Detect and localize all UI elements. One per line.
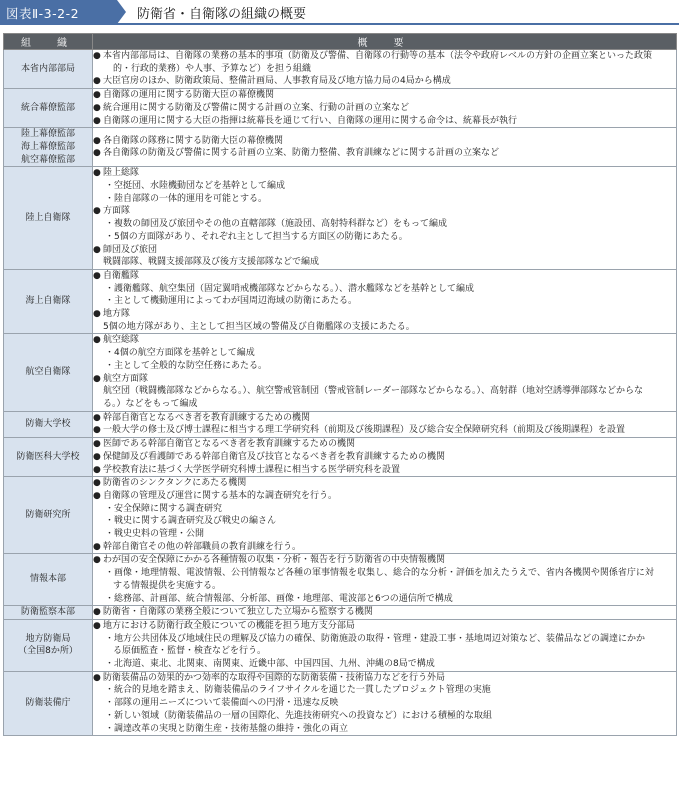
bullet-icon: ●	[93, 51, 101, 61]
line-text: 自衛隊の運用に関する防衛大臣の幕僚機関	[103, 90, 275, 101]
sub-item	[93, 231, 676, 244]
column-header-organization: 組 織	[4, 34, 93, 50]
sub-item	[93, 180, 676, 193]
line-text: ・地方公共団体及び地域住民の理解及び協力の確保、防衛施設の取得・管理・建設工事・基地周辺対策など、装備品などの調達にかか	[105, 633, 646, 644]
bullet-item	[93, 147, 676, 160]
detail-text	[93, 256, 676, 269]
summary-cell	[93, 334, 677, 411]
line-text: 保健師及び看護師である幹部自衛官及び技官となるべき者を教育訓練するための機関	[103, 451, 446, 462]
sub-item	[93, 684, 676, 697]
bullet-item	[93, 270, 676, 283]
sub-item	[93, 658, 676, 671]
header-underline	[0, 23, 679, 25]
continuation-text	[93, 63, 676, 76]
bullet-icon: ●	[93, 607, 101, 618]
bullet-icon: ●	[93, 206, 101, 217]
line-text: 防衛省・自衛隊の業務全般について独立した立場から監察する機関	[103, 607, 373, 618]
line-text: ・5個の方面隊があり、それぞれ主として担当する方面区の防衛にあたる。	[105, 231, 408, 242]
line-text: 幹部自衛官その他の幹部職員の教育訓練を行う。	[103, 541, 302, 552]
organization-name-cell	[4, 606, 93, 620]
bullet-item	[93, 373, 676, 386]
organization-name-cell	[4, 167, 93, 270]
summary-cell	[93, 269, 677, 334]
bullet-item	[93, 167, 676, 180]
table-header-row	[4, 34, 677, 50]
line-text: 師団及び旅団	[103, 244, 158, 255]
line-text: ・複数の師団及び旅団やその他の直轄部隊（施設団、高射特科群など）をもって編成	[105, 219, 448, 230]
bullet-item	[93, 438, 676, 451]
line-text: 各自衛隊の防衛及び警備に関する計画の立案、防衛力整備、教育訓練などに関する計画の立案など	[103, 148, 500, 159]
line-text: ・護衛艦隊、航空集団（固定翼哨戒機部隊などからなる。）、潜水艦隊などを基幹として編成	[105, 283, 475, 294]
table-row	[4, 269, 677, 334]
sub-item	[93, 593, 676, 606]
table-row	[4, 477, 677, 554]
organization-name: 統合幕僚監部	[20, 102, 75, 113]
organization-table	[3, 33, 677, 736]
line-text: ・空挺団、水陸機動団などを基幹として編成	[105, 181, 286, 192]
bullet-item	[93, 464, 676, 477]
line-text: 大臣官房のほか、防衛政策局、整備計画局、人事教育局及び地方協力局の4局から構成	[103, 76, 451, 87]
organization-name: 防衛研究所	[25, 509, 71, 520]
bullet-icon: ●	[93, 478, 101, 489]
bullet-item	[93, 412, 676, 425]
bullet-icon: ●	[93, 464, 101, 475]
line-text: ・部隊の運用ニーズについて装備面への円滑・迅速な反映	[105, 698, 339, 709]
organization-name: 海上幕僚監部	[20, 141, 75, 152]
bullet-icon: ●	[93, 115, 101, 126]
bullet-item	[93, 115, 676, 128]
summary-cell	[93, 50, 677, 89]
bullet-icon: ●	[93, 425, 101, 436]
line-text: ・新しい領域（防衛装備品の一層の国際化、先進技術研究への投資など）における積極的な取組	[105, 710, 493, 721]
bullet-icon: ●	[93, 373, 101, 384]
bullet-icon: ●	[93, 76, 101, 87]
line-text: る原価監査・監督・検査などを行う。	[113, 646, 267, 657]
organization-name: （全国8か所）	[18, 646, 78, 657]
bullet-item	[93, 75, 676, 88]
bullet-item	[93, 554, 676, 567]
line-text: 防衛装備品の効果的かつ効率的な取得や国際的な防衛装備・技術協力などを行う外局	[103, 672, 446, 683]
bullet-icon: ●	[93, 148, 101, 159]
column-header-summary: 概 要	[93, 34, 677, 50]
organization-name-cell	[4, 554, 93, 606]
line-text: 自衛隊の運用に関する大臣の指揮は統幕長を通じて行い、自衛隊の運用に関する命令は、統幕長が執行	[103, 115, 518, 126]
continuation-text	[93, 580, 676, 593]
bullet-item	[93, 606, 676, 619]
bullet-icon: ●	[93, 135, 101, 146]
bullet-icon: ●	[93, 439, 101, 450]
bullet-icon: ●	[93, 490, 101, 501]
detail-text	[93, 385, 676, 398]
line-text: 航空団（戦闘機部隊などからなる。）、航空警戒管制団（警戒管制レーダー部隊などからなる。）、高射群（地対空誘導弾部隊などからな	[103, 386, 644, 397]
line-text: ・戦史に関する調査研究及び戦史の編さん	[105, 516, 277, 527]
table-row	[4, 619, 677, 671]
organization-name: 防衛医科大学校	[16, 451, 80, 462]
line-text: ・戦史史料の管理・公開	[105, 529, 205, 540]
line-text: 地方隊	[103, 309, 131, 320]
organization-name-cell	[4, 128, 93, 167]
sub-item	[93, 528, 676, 541]
organization-name: 航空自衛隊	[25, 367, 71, 378]
organization-name: 海上自衛隊	[25, 296, 71, 307]
sub-item	[93, 347, 676, 360]
bullet-item	[93, 50, 676, 63]
line-text: 医師である幹部自衛官となるべき者を教育訓練するための機関	[103, 439, 356, 450]
line-text: ・陸自部隊の一体的運用を可能とする。	[105, 193, 268, 204]
figure-label	[0, 0, 117, 25]
organization-name: 地方防衛局	[25, 633, 71, 644]
organization-name-cell	[4, 671, 93, 736]
sub-item	[93, 567, 676, 580]
summary-cell	[93, 554, 677, 606]
line-text: 自衛艦隊	[103, 270, 140, 281]
line-text: ・安全保障に関する調査研究	[105, 503, 223, 514]
summary-cell	[93, 89, 677, 128]
bullet-item	[93, 244, 676, 257]
line-text: 方面隊	[103, 206, 131, 217]
bullet-item	[93, 205, 676, 218]
bullet-icon: ●	[93, 412, 101, 423]
line-text: ・主として機動運用によってわが国周辺海域の防衛にあたる。	[105, 296, 358, 307]
line-text: 幹部自衛官となるべき者を教育訓練するための機関	[103, 412, 311, 423]
bullet-item	[93, 620, 676, 633]
organization-name-cell	[4, 334, 93, 411]
detail-text	[93, 321, 676, 334]
summary-cell	[93, 606, 677, 620]
line-text: 地方における防衛行政全般についての機能を担う地方支分部局	[103, 620, 355, 631]
bullet-item	[93, 451, 676, 464]
bullet-icon: ●	[93, 620, 101, 631]
line-text: 自衛隊の管理及び運営に関する基本的な調査研究を行う。	[103, 490, 338, 501]
table-row	[4, 606, 677, 620]
line-text: 航空方面隊	[103, 373, 149, 384]
line-text: 各自衛隊の隊務に関する防衛大臣の幕僚機関	[103, 135, 284, 146]
line-text: 戦闘部隊、戦闘支援部隊及び後方支援部隊などで編成	[103, 257, 320, 268]
bullet-icon: ●	[93, 555, 101, 566]
sub-item	[93, 360, 676, 373]
summary-cell	[93, 128, 677, 167]
table-body	[4, 50, 677, 736]
line-text: 的・行政的業務）や人事、予算など）を担う組織	[113, 63, 312, 74]
table-row	[4, 128, 677, 167]
line-text: 本省内部部局は、自衛隊の業務の基本的事項（防衛及び警備、自衛隊の行動等の基本（法令や政府レベルの方針の企画立案といった政策	[103, 51, 653, 61]
line-text: ・画像・地理情報、電波情報、公刊情報など各種の軍事情報を収集し、総合的な分析・評価を加えたうえで、省内各機関や関係省庁に対	[105, 568, 654, 579]
line-text: ・4個の航空方面隊を基幹として編成	[105, 348, 255, 359]
sub-item	[93, 515, 676, 528]
organization-name: 陸上幕僚監部	[20, 129, 75, 140]
line-text: る。）などをもって編成	[103, 398, 198, 409]
bullet-item	[93, 102, 676, 115]
organization-name-cell	[4, 438, 93, 477]
line-text: ・統合的見地を踏まえ、防衛装備品のライフサイクルを通じた一貫したプロジェクト管理の実施	[105, 685, 491, 696]
figure-label-text: 図表Ⅱ-3-2-2	[6, 5, 80, 21]
line-text: ・調達改革の実現と防衛生産・技術基盤の維持・強化の両立	[105, 723, 349, 734]
continuation-text	[93, 645, 676, 658]
sub-item	[93, 283, 676, 296]
bullet-item	[93, 135, 676, 148]
table-row	[4, 671, 677, 736]
bullet-item	[93, 541, 676, 554]
sub-item	[93, 503, 676, 516]
line-text: する情報提供を実施する。	[113, 580, 222, 591]
table-row	[4, 167, 677, 270]
organization-name-cell	[4, 619, 93, 671]
line-text: 陸上総隊	[103, 168, 140, 179]
arrow-right-icon	[117, 0, 126, 24]
bullet-item	[93, 334, 676, 347]
organization-name: 防衛監察本部	[20, 607, 75, 618]
organization-name-cell	[4, 477, 93, 554]
summary-cell	[93, 167, 677, 270]
sub-item	[93, 193, 676, 206]
table-row	[4, 554, 677, 606]
organization-name: 航空幕僚監部	[20, 154, 75, 165]
bullet-item	[93, 424, 676, 437]
line-text: ・総務部、計画部、統合情報部、分析部、画像・地理部、電波部と6つの通信所で構成	[105, 593, 453, 604]
organization-name: 陸上自衛隊	[25, 212, 71, 223]
summary-cell	[93, 671, 677, 736]
summary-cell	[93, 411, 677, 437]
bullet-icon: ●	[93, 335, 101, 346]
table-row	[4, 411, 677, 437]
line-text: 5個の地方隊があり、主として担当区域の警備及び自衛艦隊の支援にあたる。	[103, 321, 415, 332]
bullet-item	[93, 308, 676, 321]
sub-item	[93, 710, 676, 723]
bullet-icon: ●	[93, 541, 101, 552]
organization-name-cell	[4, 50, 93, 89]
bullet-item	[93, 672, 676, 685]
bullet-icon: ●	[93, 309, 101, 320]
bullet-item	[93, 89, 676, 102]
bullet-icon: ●	[93, 244, 101, 255]
organization-name: 防衛装備庁	[25, 698, 71, 709]
summary-cell	[93, 438, 677, 477]
detail-text	[93, 398, 676, 411]
figure-header	[0, 0, 679, 25]
bullet-icon: ●	[93, 90, 101, 101]
sub-item	[93, 633, 676, 646]
organization-name-cell	[4, 89, 93, 128]
table-row	[4, 334, 677, 411]
bullet-item	[93, 477, 676, 490]
sub-item	[93, 697, 676, 710]
figure-title-text: 防衛省・自衛隊の組織の概要	[137, 7, 307, 22]
line-text: 防衛省のシンクタンクにあたる機関	[103, 478, 247, 489]
line-text: 航空総隊	[103, 335, 140, 346]
table-row	[4, 438, 677, 477]
bullet-icon: ●	[93, 451, 101, 462]
bullet-icon: ●	[93, 270, 101, 281]
sub-item	[93, 723, 676, 736]
organization-name: 情報本部	[29, 574, 66, 585]
line-text: ・主として全般的な防空任務にあたる。	[105, 360, 268, 371]
line-text: 一般大学の修士及び博士課程に相当する理工学研究科（前期及び後期課程）及び総合安全保障研究科（前期及び後期課程）を設置	[103, 425, 626, 436]
organization-name-cell	[4, 269, 93, 334]
bullet-icon: ●	[93, 168, 101, 179]
table-row	[4, 89, 677, 128]
summary-cell	[93, 477, 677, 554]
line-text: 学校教育法に基づく大学医学研究科博士課程に相当する医学研究科を設置	[103, 464, 401, 475]
figure-title	[117, 0, 679, 25]
organization-name: 防衛大学校	[25, 419, 71, 430]
line-text: 統合運用に関する防衛及び警備に関する計画の立案、行動の計画の立案など	[103, 102, 410, 113]
organization-name: 本省内部部局	[20, 63, 75, 74]
bullet-icon: ●	[93, 102, 101, 113]
sub-item	[93, 295, 676, 308]
bullet-icon: ●	[93, 672, 101, 683]
organization-name-cell	[4, 411, 93, 437]
line-text: ・北海道、東北、北関東、南関東、近畿中部、中国四国、九州、沖縄の8局で構成	[105, 659, 435, 670]
table-row	[4, 50, 677, 89]
sub-item	[93, 218, 676, 231]
summary-cell	[93, 619, 677, 671]
line-text: わが国の安全保障にかかる各種情報の収集・分析・報告を行う防衛省の中央情報機関	[103, 555, 446, 566]
bullet-item	[93, 490, 676, 503]
